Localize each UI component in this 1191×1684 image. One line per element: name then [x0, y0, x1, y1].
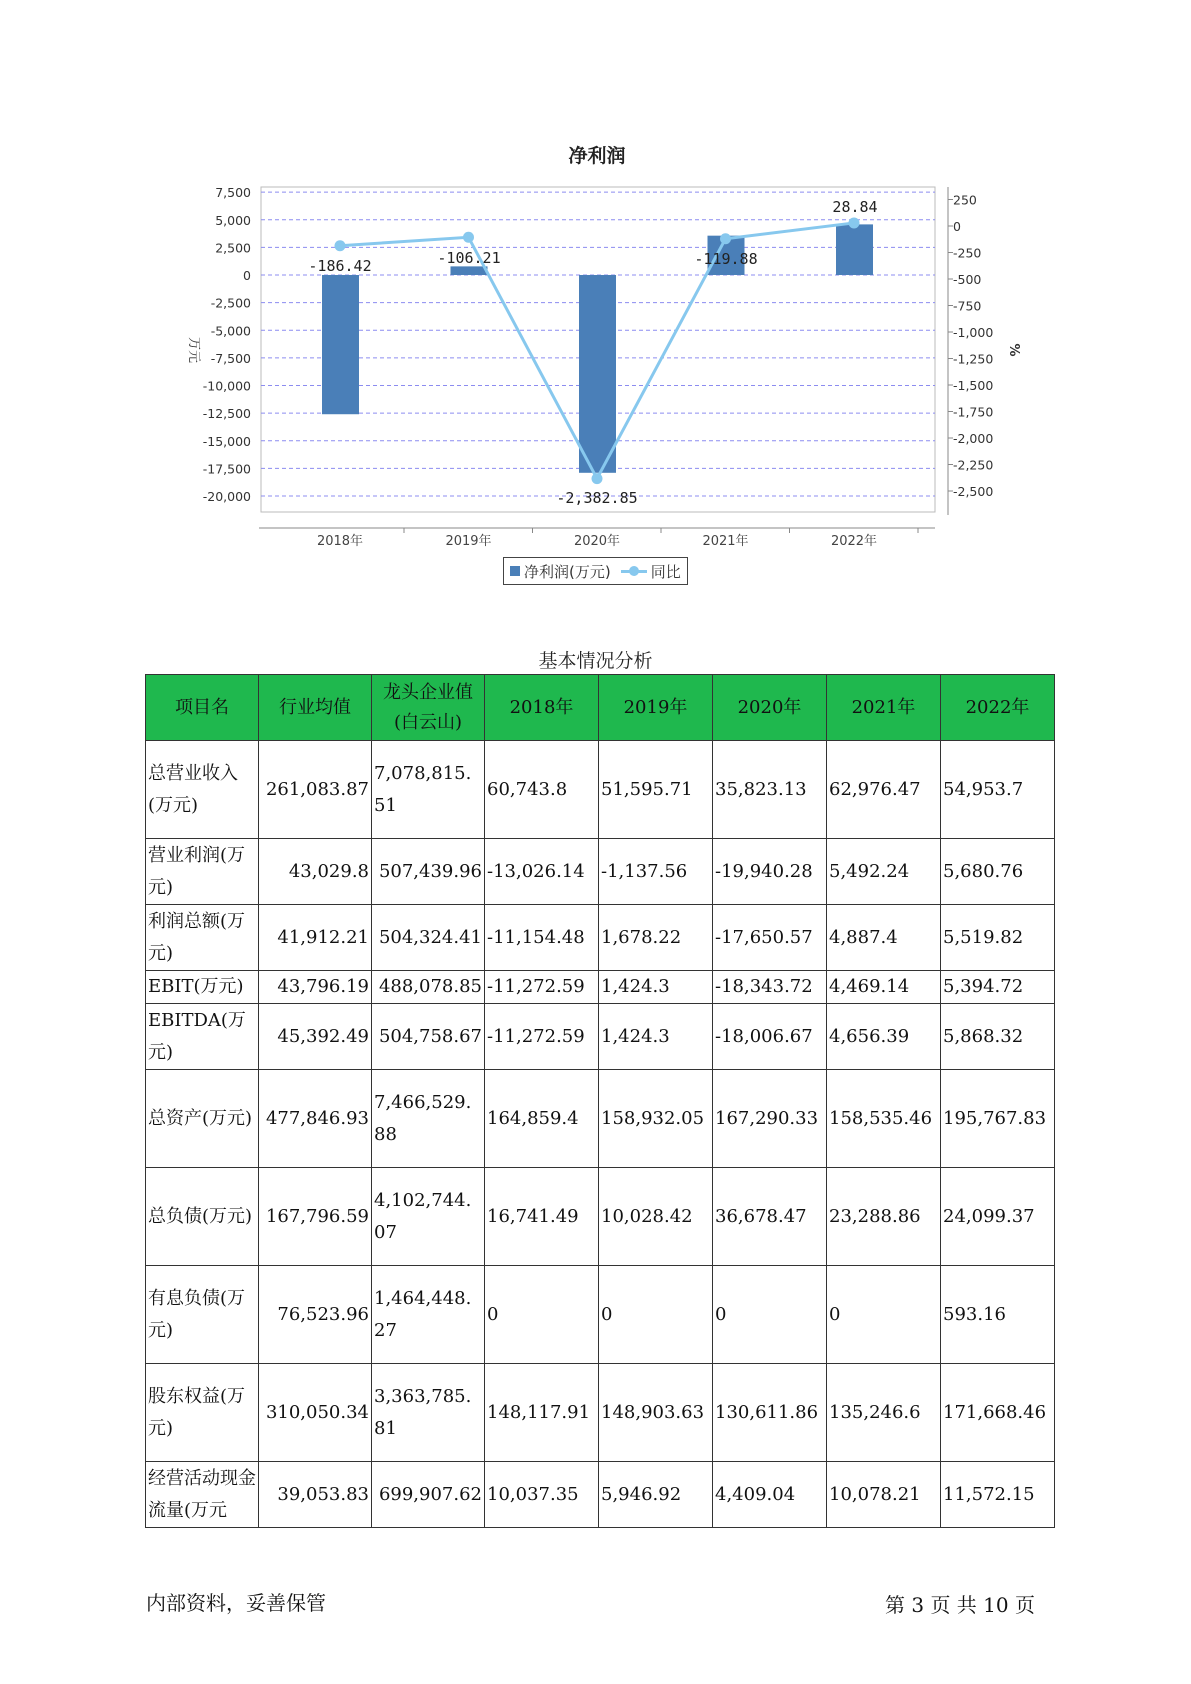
table-cell: 5,492.24	[827, 839, 941, 905]
table-cell: 39,053.83	[259, 1462, 372, 1528]
row-label: 总负债(万元)	[146, 1168, 259, 1266]
table-row	[146, 741, 1055, 839]
y-right-tick-label: -2,250	[953, 457, 994, 473]
table-cell: 23,288.86	[827, 1168, 941, 1266]
x-tick-label: 2021年	[702, 534, 749, 549]
table-row	[146, 1266, 1055, 1364]
y-left-tick-label: -10,000	[202, 378, 251, 394]
y-left-tick-label: -7,500	[210, 350, 251, 366]
yoy-point	[720, 233, 731, 244]
y-right-tick-label: -2,500	[953, 484, 994, 499]
table-cell: 171,668.46	[941, 1364, 1055, 1462]
table-cell: 24,099.37	[941, 1168, 1055, 1266]
footer-confidential: 内部资料，妥善保管	[146, 1591, 326, 1615]
row-label: 利润总额(万元)	[146, 905, 259, 971]
yoy-point	[335, 240, 346, 251]
table-cell: 167,290.33	[713, 1070, 827, 1168]
y-right-tick-label: -1,000	[953, 325, 994, 340]
table-cell: 35,823.13	[713, 741, 827, 839]
yoy-point	[463, 232, 474, 243]
row-label: 营业利润(万元)	[146, 839, 259, 905]
y-right-tick-label: -1,500	[953, 378, 994, 393]
y-left-tick-label: -15,000	[202, 433, 251, 449]
table-cell: 4,887.4	[827, 905, 941, 971]
table-cell: 699,907.62	[372, 1462, 485, 1528]
yoy-data-label: 28.84	[832, 198, 878, 216]
table-cell: 195,767.83	[941, 1070, 1055, 1168]
table-cell: 36,678.47	[713, 1168, 827, 1266]
x-tick-label: 2022年	[830, 534, 878, 549]
y-right-tick-label: 250	[953, 192, 977, 208]
x-tick-label: 2020年	[573, 534, 621, 549]
y-left-axis-label: 万元	[186, 336, 201, 364]
y-left-tick-label: -17,500	[202, 461, 251, 477]
y-left-tick-label: 7,500	[215, 185, 251, 201]
table-cell: 504,324.41	[372, 905, 485, 971]
chart-svg	[0, 0, 1191, 600]
table-cell: 4,656.39	[827, 1004, 941, 1070]
row-label: 有息负债(万元)	[146, 1266, 259, 1364]
table-row	[146, 1364, 1055, 1462]
yoy-data-label: -2,382.85	[556, 489, 638, 507]
header-cell: 2021年	[827, 675, 941, 741]
table-cell: 1,424.3	[599, 971, 713, 1004]
y-right-tick-label: -1,750	[953, 404, 994, 420]
row-label: EBIT(万元)	[146, 971, 259, 1004]
table-row	[146, 1462, 1055, 1528]
basic-analysis-table	[145, 674, 1055, 1528]
table-cell: 0	[485, 1266, 599, 1364]
y-left-tick-label: -12,500	[202, 406, 251, 422]
header-cell: 龙头企业值(白云山)	[372, 675, 485, 741]
y-left-tick-label: 5,000	[215, 212, 251, 228]
row-label: 经营活动现金流量(万元	[146, 1462, 259, 1528]
table-cell: 488,078.85	[372, 971, 485, 1004]
bar	[579, 275, 616, 473]
table-cell: 54,953.7	[941, 741, 1055, 839]
table-cell: 4,409.04	[713, 1462, 827, 1528]
header-cell: 2022年	[941, 675, 1055, 741]
table-cell: 310,050.34	[259, 1364, 372, 1462]
table-row	[146, 905, 1055, 971]
table-cell: 148,117.91	[485, 1364, 599, 1462]
y-left-tick-label: -5,000	[210, 323, 251, 339]
table-cell: 5,394.72	[941, 971, 1055, 1004]
table-cell: -17,650.57	[713, 905, 827, 971]
table-row	[146, 839, 1055, 905]
table-cell: 135,246.6	[827, 1364, 941, 1462]
x-tick-label: 2019年	[445, 534, 492, 549]
table-cell: 3,363,785.81	[372, 1364, 485, 1462]
y-right-tick-label: -250	[953, 245, 982, 261]
table-cell: -18,006.67	[713, 1004, 827, 1070]
y-right-tick-label: -750	[953, 298, 982, 314]
legend-line-label: 同比	[650, 562, 681, 581]
yoy-data-label: -119.88	[694, 250, 758, 268]
table-cell: 0	[599, 1266, 713, 1364]
table-cell: 504,758.67	[372, 1004, 485, 1070]
table-cell: 130,611.86	[713, 1364, 827, 1462]
table-cell: -13,026.14	[485, 839, 599, 905]
table-cell: 158,932.05	[599, 1070, 713, 1168]
bar	[322, 275, 359, 414]
table-row	[146, 1070, 1055, 1168]
table-cell: 507,439.96	[372, 839, 485, 905]
table-cell: 62,976.47	[827, 741, 941, 839]
table-cell: 593.16	[941, 1266, 1055, 1364]
table-title: 基本情况分析	[538, 650, 653, 672]
y-right-tick-label: -500	[953, 272, 982, 287]
table-cell: 5,868.32	[941, 1004, 1055, 1070]
table-cell: 1,424.3	[599, 1004, 713, 1070]
table-row	[146, 1168, 1055, 1266]
yoy-data-label: -106.21	[437, 249, 501, 267]
header-cell: 项目名	[146, 675, 259, 741]
table-cell: 45,392.49	[259, 1004, 372, 1070]
y-right-tick-label: -2,000	[953, 431, 994, 446]
row-label: 总资产(万元)	[146, 1070, 259, 1168]
chart-legend	[503, 557, 688, 585]
table-cell: -18,343.72	[713, 971, 827, 1004]
yoy-point	[592, 473, 603, 484]
chart-title: 净利润	[568, 145, 626, 167]
y-left-tick-label: -20,000	[202, 489, 251, 504]
y-left-tick-label: 2,500	[215, 240, 251, 256]
table-cell: 10,037.35	[485, 1462, 599, 1528]
table-cell: 5,680.76	[941, 839, 1055, 905]
legend-bar-label: 净利润(万元)	[524, 562, 611, 581]
header-cell: 2018年	[485, 675, 599, 741]
table-cell: 0	[713, 1266, 827, 1364]
row-label: 总营业收入(万元)	[146, 741, 259, 839]
table-cell: 164,859.4	[485, 1070, 599, 1168]
table-cell: 16,741.49	[485, 1168, 599, 1266]
table-cell: 5,519.82	[941, 905, 1055, 971]
table-cell: 60,743.8	[485, 741, 599, 839]
y-right-tick-label: -1,250	[953, 351, 994, 367]
table-cell: -11,272.59	[485, 971, 599, 1004]
table-row	[146, 1004, 1055, 1070]
table-row	[146, 971, 1055, 1004]
table-cell: 4,469.14	[827, 971, 941, 1004]
table-cell: -11,272.59	[485, 1004, 599, 1070]
table-cell: 477,846.93	[259, 1070, 372, 1168]
table-cell: -19,940.28	[713, 839, 827, 905]
table-cell: 41,912.21	[259, 905, 372, 971]
table-cell: 51,595.71	[599, 741, 713, 839]
y-left-tick-label: 0	[243, 268, 251, 283]
table-cell: 76,523.96	[259, 1266, 372, 1364]
yoy-data-label: -186.42	[308, 257, 372, 275]
table-cell: 4,102,744.07	[372, 1168, 485, 1266]
yoy-point	[849, 217, 860, 228]
table-cell: 1,464,448.27	[372, 1266, 485, 1364]
table-cell: -1,137.56	[599, 839, 713, 905]
table-cell: 43,796.19	[259, 971, 372, 1004]
header-cell: 2019年	[599, 675, 713, 741]
header-cell: 行业均值	[259, 675, 372, 741]
header-cell: 2020年	[713, 675, 827, 741]
row-label: 股东权益(万元)	[146, 1364, 259, 1462]
table-cell: -11,154.48	[485, 905, 599, 971]
row-label: EBITDA(万元)	[146, 1004, 259, 1070]
table-cell: 148,903.63	[599, 1364, 713, 1462]
table-cell: 7,466,529.88	[372, 1070, 485, 1168]
table-cell: 158,535.46	[827, 1070, 941, 1168]
table-cell: 11,572.15	[941, 1462, 1055, 1528]
table-header-row	[146, 675, 1055, 741]
table-cell: 0	[827, 1266, 941, 1364]
table-cell: 5,946.92	[599, 1462, 713, 1528]
legend-line-swatch	[621, 566, 647, 576]
table-cell: 167,796.59	[259, 1168, 372, 1266]
table-cell: 43,029.8	[259, 839, 372, 905]
table-cell: 10,028.42	[599, 1168, 713, 1266]
table-cell: 10,078.21	[827, 1462, 941, 1528]
table-cell: 1,678.22	[599, 905, 713, 971]
footer-page-number: 第 3 页 共 10 页	[885, 1593, 1035, 1617]
table-cell: 261,083.87	[259, 741, 372, 839]
y-right-axis-label: %	[1006, 343, 1021, 357]
x-tick-label: 2018年	[316, 534, 364, 549]
legend-bar-swatch	[510, 566, 520, 576]
net-profit-chart	[0, 0, 1191, 600]
y-right-tick-label: 0	[953, 219, 961, 234]
bar	[836, 224, 873, 275]
y-left-tick-label: -2,500	[210, 295, 251, 311]
table-cell: 7,078,815.51	[372, 741, 485, 839]
bar	[451, 266, 488, 275]
